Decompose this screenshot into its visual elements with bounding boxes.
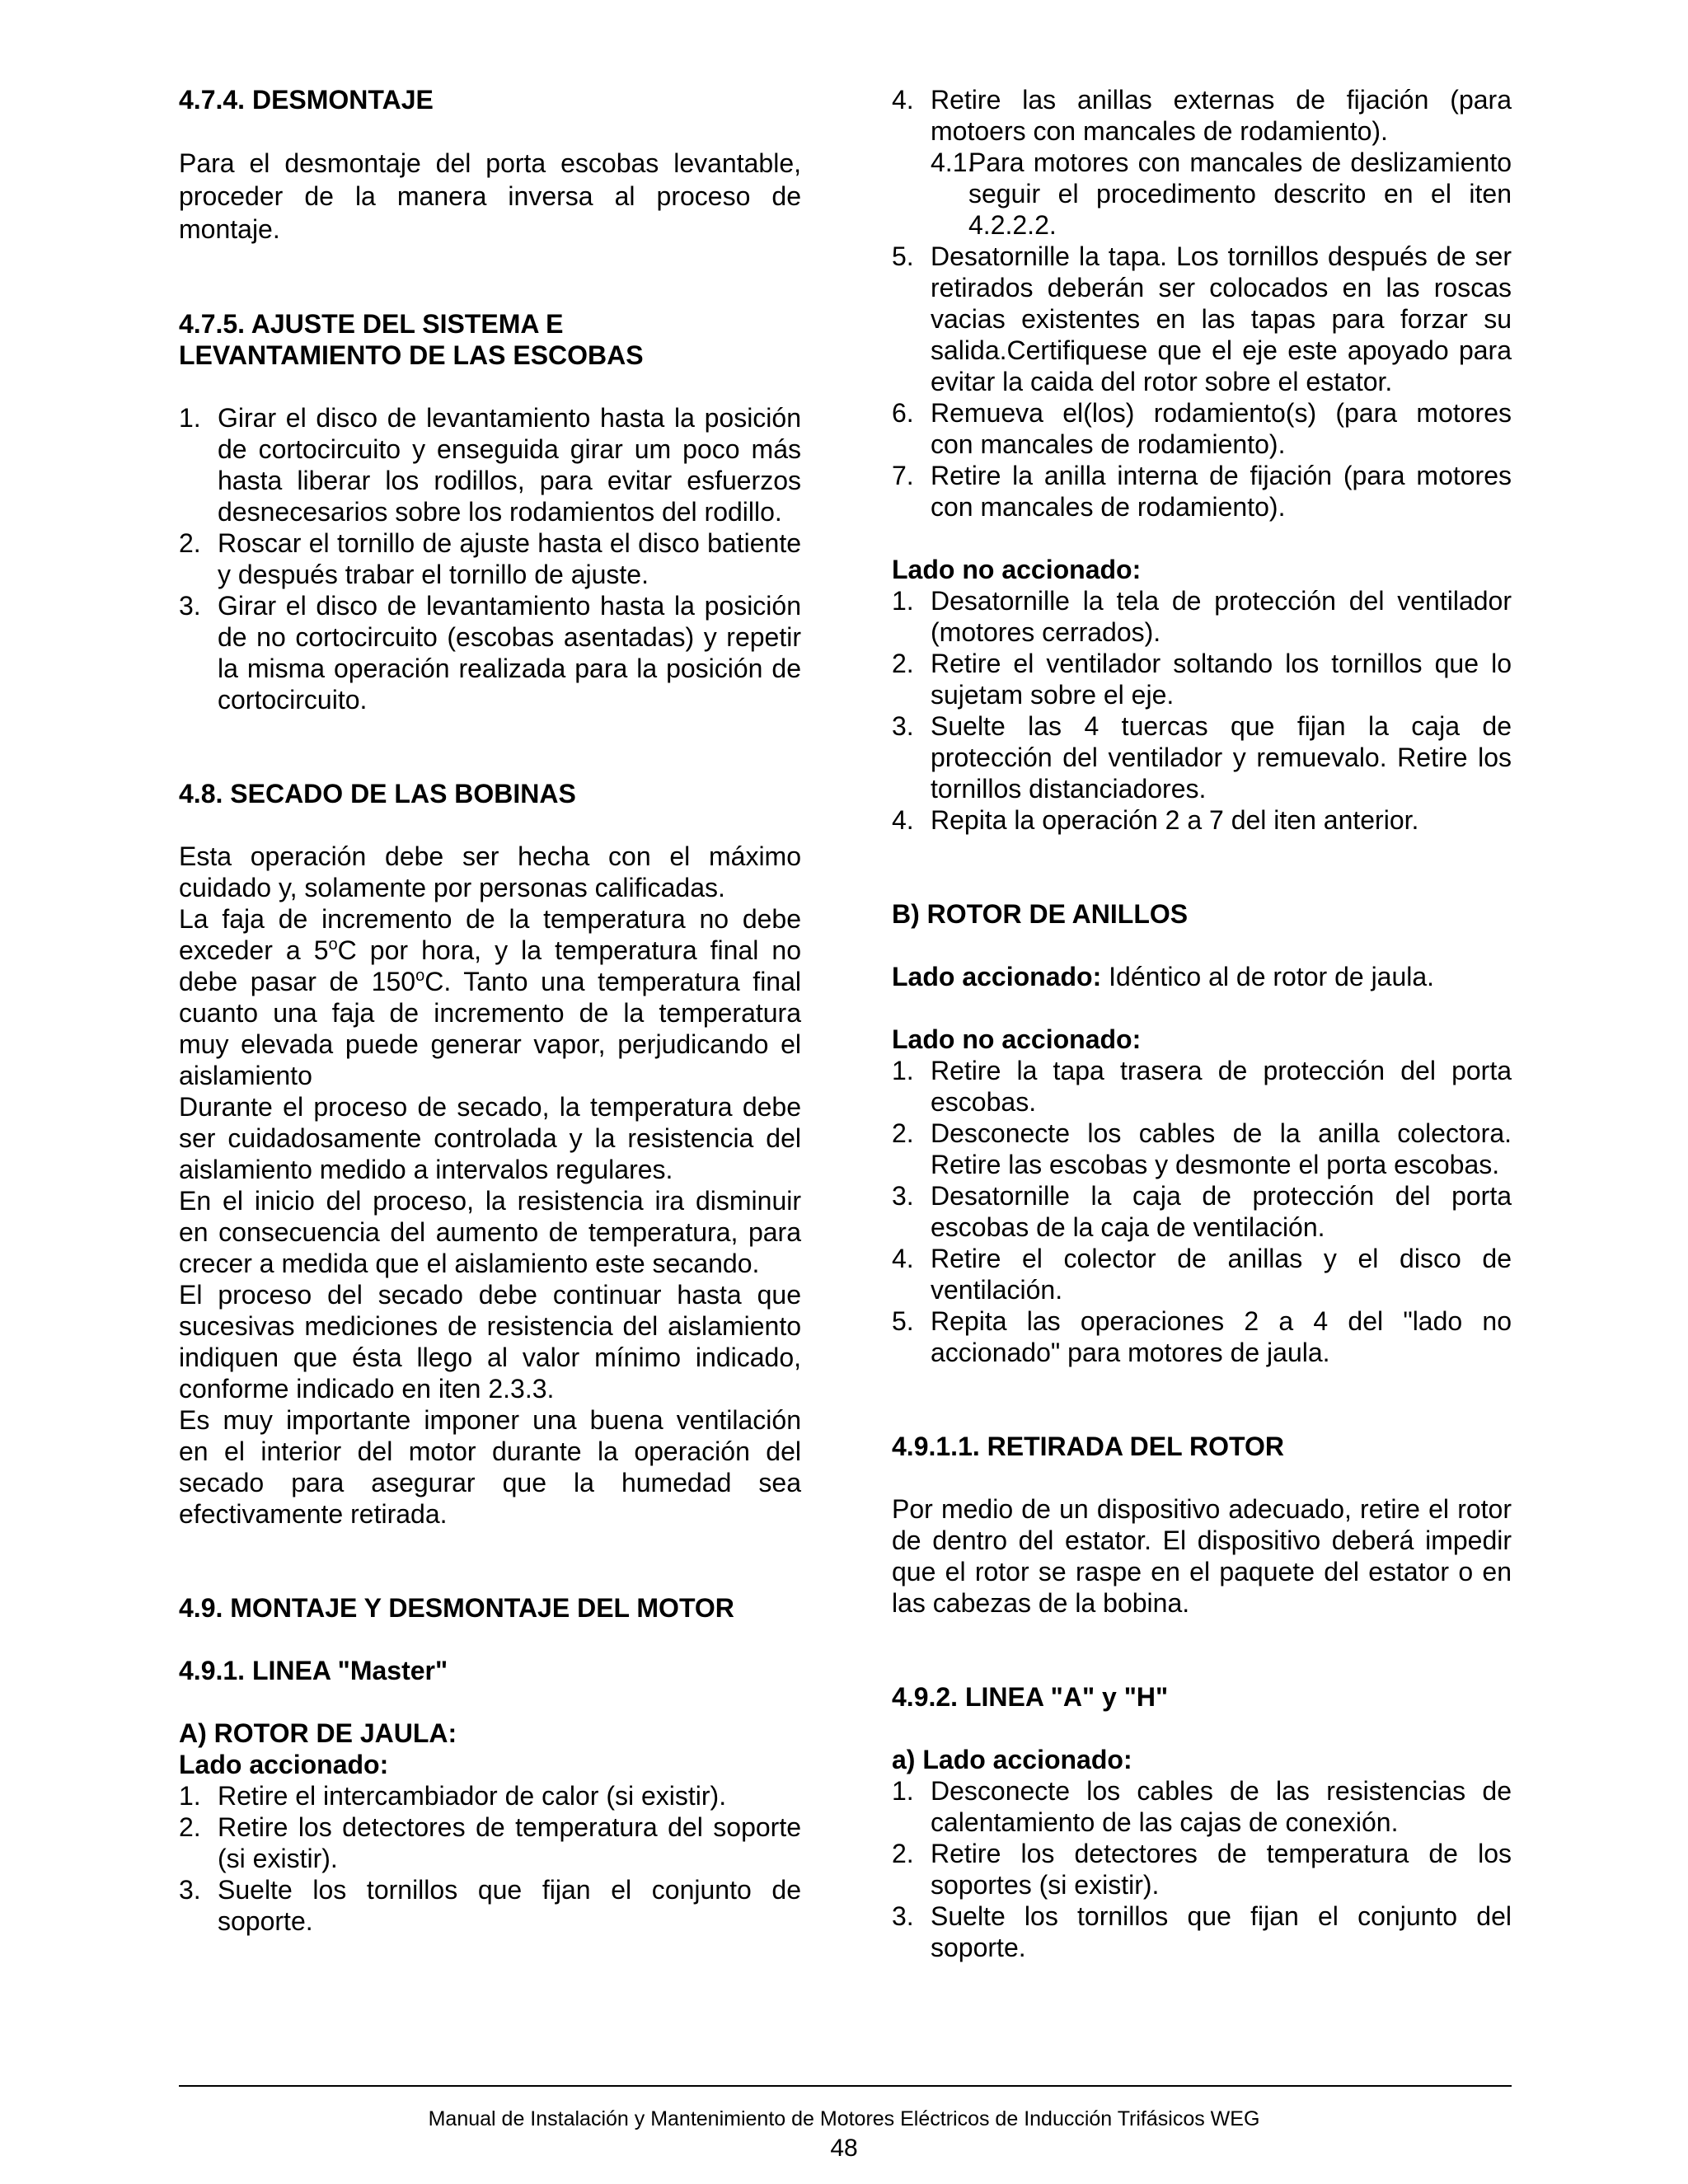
right-column	[892, 84, 1512, 1963]
list-item	[179, 402, 801, 527]
list-rotor-jaula	[179, 1780, 801, 1937]
list-item-text: Desatornille la tapa. Los tornillos después de ser retirados deberán ser colocados en las roscas vacias existentes en las tapas para forzar su salida.Certifiquese que el eje este apoyado para evitar la caida del rotor sobre el estator.	[931, 241, 1512, 396]
list-item	[892, 1180, 1512, 1243]
paragraph-secado-3: Durante el proceso de secado, la temperatura debe ser cuidadosamente controlada y la resistencia del aislamiento medido a intervalos regulares.	[179, 1092, 801, 1184]
list-ajuste	[179, 402, 801, 715]
list-item	[892, 1055, 1512, 1118]
list-number: 3.	[892, 1901, 914, 1931]
list-number: 2.	[892, 649, 914, 678]
list-number: 5.	[892, 241, 914, 271]
list-item	[892, 804, 1512, 836]
subsection-rotor-jaula: A) ROTOR DE JAULA:	[179, 1718, 457, 1748]
list-item-text: Retire los detectores de temperatura de los soportes (si existir).	[931, 1839, 1512, 1900]
paragraph-anillos-lado-accionado: Lado accionado: Idéntico al de rotor de jaula.	[892, 962, 1435, 991]
list-continued	[892, 84, 1512, 523]
list-item	[892, 710, 1512, 804]
list-item	[892, 1838, 1512, 1900]
list-item	[892, 648, 1512, 710]
paragraph-secado-1: Esta operación debe ser hecha con el máximo cuidado y, solamente por personas calificadas.	[179, 841, 801, 902]
subsection-anillos-lado-no: Lado no accionado:	[892, 1024, 1142, 1054]
subsection-lado-accionado: Lado accionado:	[179, 1750, 389, 1779]
list-item-text: Desatornille la tela de protección del ventilador (motores cerrados).	[931, 586, 1512, 647]
list-item-text: Para motores con mancales de deslizamiento seguir el procedimento descrito en el iten 4.2.2.2.	[968, 148, 1512, 240]
section-title-4-9-1: 4.9.1. LINEA "Master"	[179, 1656, 448, 1685]
subsection-rotor-anillos: B) ROTOR DE ANILLOS	[892, 899, 1189, 929]
list-item-text: Girar el disco de levantamiento hasta la posición de cortocircuito y enseguida girar um poco más hasta liberar los rodillos, para evitar esfuerzos desnecesarios sobre los rodamientos del rodillo.	[218, 403, 801, 527]
section-title-4-9-2: 4.9.2. LINEA "A" y "H"	[892, 1682, 1169, 1712]
list-number: 3.	[892, 711, 914, 741]
list-item-text: Retire la anilla interna de fijación (para motores con mancales de rodamiento).	[931, 461, 1512, 522]
list-number: 2.	[892, 1839, 914, 1868]
list-item	[892, 397, 1512, 460]
list-item-text: Retire la tapa trasera de protección del porta escobas.	[931, 1056, 1512, 1117]
subsection-a-lado-accionado: a) Lado accionado:	[892, 1745, 1132, 1774]
list-number: 5.	[892, 1306, 914, 1336]
list-number: 2.	[892, 1118, 914, 1148]
list-number: 6.	[892, 398, 914, 428]
section-title-4-9-1-1: 4.9.1.1. RETIRADA DEL ROTOR	[892, 1432, 1284, 1461]
list-number: 3.	[179, 591, 201, 621]
footer-divider	[179, 2085, 1512, 2087]
list-number: 7.	[892, 461, 914, 490]
list-item-text: Suelte los tornillos que fijan el conjunto de soporte.	[218, 1875, 801, 1936]
list-item-text: Retire el colector de anillas y el disco de ventilación.	[931, 1244, 1512, 1305]
list-item	[892, 241, 1512, 397]
paragraph-secado-6: Es muy importante imponer una buena ventilación en el interior del motor durante la operación del secado para asegurar que la humedad sea efectivamente retirada.	[179, 1405, 801, 1529]
section-title-4-8: 4.8. SECADO DE LAS BOBINAS	[179, 779, 576, 808]
footer-text: Manual de Instalación y Mantenimiento de Motores Eléctricos de Inducción Trifásicos WEG	[428, 2107, 1260, 2130]
paragraph-secado-2: La faja de incremento de la temperatura no debe exceder a 5$^o$C por hora, y la temperatura final no debe pasar de 150$^o$C. Tanto una temperatura final cuanto una faja de incremento de la temperatura muy elevada puede generar vapor, perjudicando el aislamiento	[179, 904, 802, 1090]
list-item	[892, 84, 1512, 147]
list-item-text: Retire los detectores de temperatura del soporte (si existir).	[218, 1812, 801, 1873]
list-item-text: Desconecte los cables de las resistencias de calentamiento de las cajas de conexión.	[931, 1776, 1512, 1837]
list-item-text: Retire el intercambiador de calor (si existir).	[218, 1781, 727, 1811]
list-subitem	[892, 147, 1512, 241]
list-number: 2.	[179, 1812, 201, 1842]
list-item-text: Roscar el tornillo de ajuste hasta el disco batiente y después trabar el tornillo de ajuste.	[218, 528, 801, 589]
list-item-text: Suelte los tornillos que fijan el conjunto del soporte.	[931, 1901, 1512, 1962]
left-column	[179, 84, 801, 1937]
list-number: 4.	[892, 1244, 914, 1273]
subsection-lado-no-accionado: Lado no accionado:	[892, 555, 1142, 584]
list-item	[892, 1900, 1512, 1963]
list-rotor-anillos	[892, 1055, 1512, 1368]
list-item	[179, 527, 801, 590]
paragraph-secado-4: En el inicio del proceso, la resistencia ira disminuir en consecuencia del aumento de temperatura, para crecer a medida que el aislamiento este secando.	[179, 1186, 801, 1278]
list-item	[892, 1305, 1512, 1368]
list-number: 3.	[179, 1875, 201, 1905]
section-title-4-7-4: 4.7.4. DESMONTAJE	[179, 85, 434, 115]
list-item	[892, 1118, 1512, 1180]
list-number: 2.	[179, 528, 201, 558]
list-item-text: Retire las anillas externas de fijación (para motoers con mancales de rodamiento).	[931, 85, 1512, 146]
list-linea-a-h	[892, 1775, 1512, 1963]
degree-sup: o	[328, 935, 338, 954]
section-title-4-7-5-line1: 4.7.5. AJUSTE DEL SISTEMA E	[179, 309, 564, 339]
list-item	[179, 1811, 801, 1874]
list-lado-no-accionado	[892, 585, 1512, 836]
list-item-text: Retire el ventilador soltando los tornillos que lo sujetam sobre el eje.	[931, 649, 1512, 710]
list-item	[179, 590, 801, 715]
list-number: 3.	[892, 1181, 914, 1211]
list-item-text: Suelte las 4 tuercas que fijan la caja de protección del ventilador y remuevalo. Retire los tornillos distanciadores.	[931, 711, 1512, 804]
list-number: 4.1.	[931, 148, 975, 177]
list-item	[892, 1775, 1512, 1838]
section-title-4-9: 4.9. MONTAJE Y DESMONTAJE DEL MOTOR	[179, 1593, 734, 1623]
paragraph-secado-5: El proceso del secado debe continuar hasta que sucesivas mediciones de resistencia del aislamiento indiquen que ésta llego al valor mínimo indicado, conforme indicado en iten 2.3.3.	[179, 1280, 801, 1404]
section-title-4-7-5-line2: LEVANTAMIENTO DE LAS ESCOBAS	[179, 340, 644, 370]
list-number: 1.	[892, 1056, 914, 1085]
list-item	[179, 1874, 801, 1937]
list-item-text: Desconecte los cables de la anilla colectora. Retire las escobas y desmonte el porta escobas.	[931, 1118, 1512, 1179]
list-number: 1.	[892, 586, 914, 616]
list-number: 1.	[892, 1776, 914, 1806]
paragraph-desmontaje: Para el desmontaje del porta escobas levantable, proceder de la manera inversa al proceso de montaje.	[179, 148, 801, 244]
list-item-text: Girar el disco de levantamiento hasta la posición de no cortocircuito (escobas asentadas) y repetir la misma operación realizada para la posición de cortocircuito.	[218, 591, 801, 715]
list-number: 4.	[892, 805, 914, 835]
paragraph-retirada-rotor: Por medio de un dispositivo adecuado, retire el rotor de dentro del estator. El dispositivo deberá impedir que el rotor se raspe en el paquete del estator o en las cabezas de la bobina.	[892, 1494, 1512, 1618]
list-item-text: Remueva el(los) rodamiento(s) (para motores con mancales de rodamiento).	[931, 398, 1512, 459]
list-item-text: Repita la operación 2 a 7 del iten anterior.	[931, 805, 1419, 835]
list-item	[892, 460, 1512, 523]
list-number: 1.	[179, 1781, 201, 1811]
list-item-text: Desatornille la caja de protección del porta escobas de la caja de ventilación.	[931, 1181, 1512, 1242]
list-item	[179, 1780, 801, 1811]
list-number: 4.	[892, 85, 914, 115]
list-item	[892, 585, 1512, 648]
degree-sup: o	[415, 967, 425, 985]
page-number: 48	[830, 2135, 858, 2162]
list-number: 1.	[179, 403, 201, 433]
list-item	[892, 1243, 1512, 1305]
list-item-text: Repita las operaciones 2 a 4 del "lado no accionado" para motores de jaula.	[931, 1306, 1512, 1367]
